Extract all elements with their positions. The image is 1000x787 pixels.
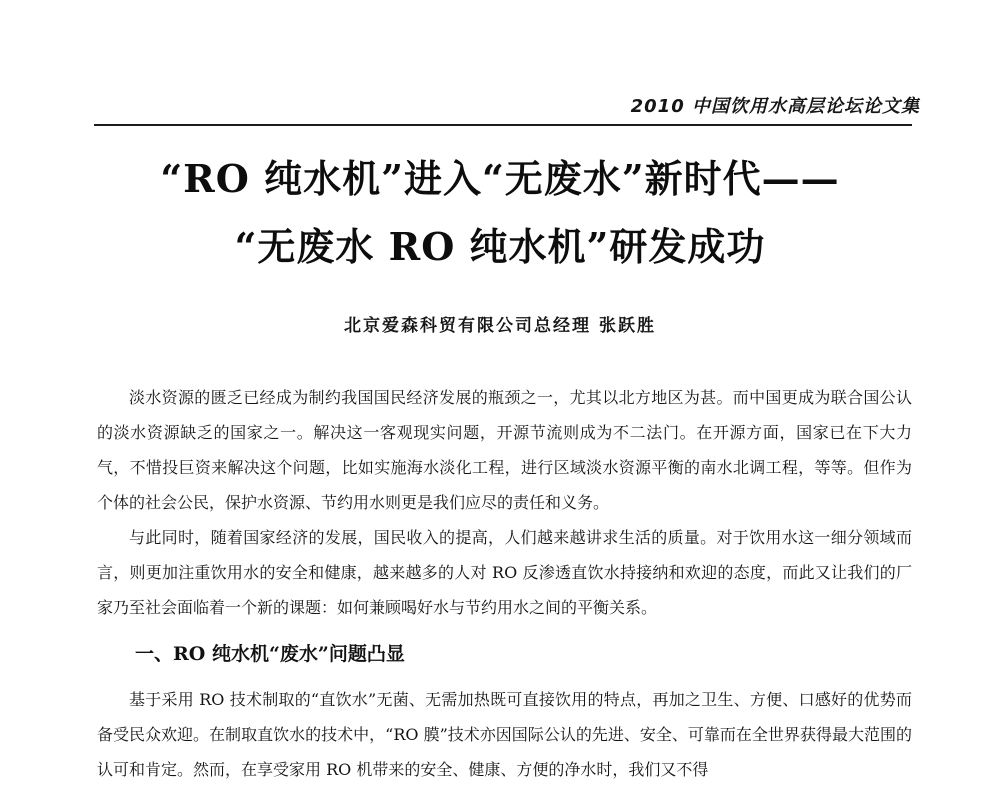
running-header-journal-title: 2010 中国饮用水高层论坛论文集 [630,96,920,117]
body-paragraph-1: 淡水资源的匮乏已经成为制约我国国民经济发展的瓶颈之一，尤其以北方地区为甚。而中国更成为联合国公认的淡水资源缺乏的国家之一。解决这一客观现实问题，开源节流则成为不二法门。在开源方面，国家已在下大力气，不惜投巨资来解决这个问题，比如实施海水淡化工程，进行区域淡水资源平衡的南水北调工程，等等。但作为个体的社会公民，保护水资源、节约用水则更是我们应尽的责任和义务。 [97,388,912,512]
header-rule [94,124,912,126]
section-heading-1: 一、RO 纯水机“废水”问题凸显 [135,643,405,665]
section-1-paragraph-1: 基于采用 RO 技术制取的“直饮水”无菌、无需加热既可直接饮用的特点，再加之卫生、方便、口感好的优势而备受民众欢迎。在制取直饮水的技术中，“RO 膜”技术亦因国际公认的先进、安全、可靠而在全世界获得最大范围的认可和肯定。然而，在享受家用 RO 机带来的安全、健康、方便的净水时，我们又不得 [97,690,912,779]
article-body [97,380,912,787]
author-line: 北京爱森科贸有限公司总经理 张跃胜 [344,316,656,336]
article-title-line-2: “无废水 RO 纯水机”研发成功 [234,224,766,269]
body-paragraph-2: 与此同时，随着国家经济的发展，国民收入的提高，人们越来越讲求生活的质量。对于饮用水这一细分领域而言，则更加注重饮用水的安全和健康，越来越多的人对 RO 反渗透直饮水持接纳和欢迎的态度，而此又让我们的厂家乃至社会面临着一个新的课题：如何兼顾喝好水与节约用水之间的平衡关系。 [97,528,912,617]
article-title-line-1: “RO 纯水机”进入“无废水”新时代—— [160,156,840,201]
